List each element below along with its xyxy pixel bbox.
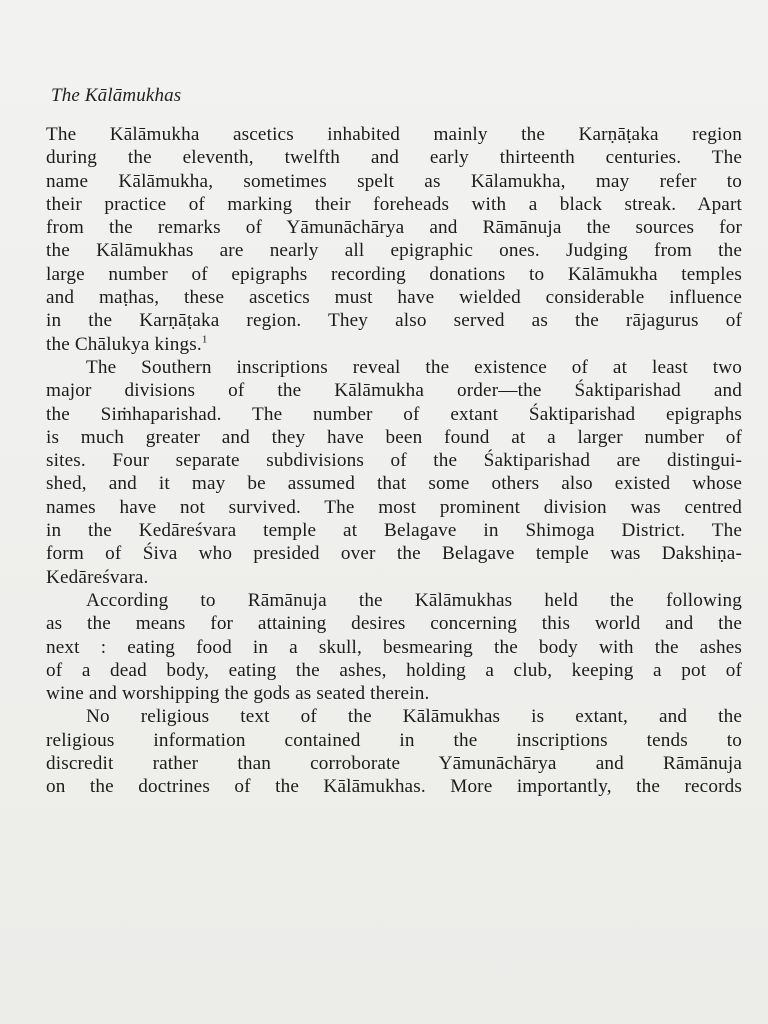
text-line: The Kālāmukha ascetics inhabited mainly the Karṇāṭaka region [46, 124, 742, 145]
text-line: religious information contained in the inscriptions tends to [46, 729, 742, 751]
text-line: wine and worshipping the gods as seated therein. [46, 683, 430, 705]
text-line-last [46, 333, 742, 356]
text-line: Kedāreśvara. [46, 566, 149, 588]
text-line: in the Kedāreśvara temple at Belagave in Shimoga District. The [46, 520, 742, 542]
text-line: during the eleventh, twelfth and early thirteenth centuries. The [46, 147, 742, 169]
text-line: names have not survived. The most prominent division was centred [46, 496, 742, 518]
text-line: According to Rāmānuja the Kālāmukhas held the following [86, 589, 742, 611]
page-text [46, 84, 742, 799]
text-line: as the means for attaining desires concerning this world and the [46, 613, 742, 635]
section-title: The Kālāmukhas [51, 85, 182, 106]
text-line: on the doctrines of the Kālāmukhas. More importantly, the records [46, 776, 742, 798]
text-line: of a dead body, eating the ashes, holding a club, keeping a pot of [46, 659, 742, 681]
text-line: The Southern inscriptions reveal the existence of at least two [86, 356, 742, 378]
paragraph-3 [46, 589, 742, 705]
text-line: next : eating food in a skull, besmearing the body with the ashes [46, 636, 742, 658]
text-line: discredit rather than corroborate Yāmunāchārya and Rāmānuja [46, 753, 742, 775]
text-line: large number of epigraphs recording donations to Kālāmukha temples [46, 263, 742, 285]
text-line: is much greater and they have been found at a larger number of [46, 426, 742, 448]
text-line: in the Karṇāṭaka region. They also served as the rājagurus of [46, 310, 742, 332]
text-line: the Kālāmukhas are nearly all epigraphic ones. Judging from the [46, 240, 742, 262]
text-line: No religious text of the Kālāmukhas is extant, and the [86, 706, 742, 728]
text-line: the Siṁhaparishad. The number of extant Śaktiparishad epigraphs [46, 403, 742, 425]
paragraph-2 [46, 356, 742, 589]
text-line: shed, and it may be assumed that some others also existed whose [46, 473, 742, 495]
text-line: name Kālāmukha, sometimes spelt as Kālamukha, may refer to [46, 170, 742, 192]
paragraph-4 [46, 705, 742, 798]
text-line: sites. Four separate subdivisions of the Śaktiparishad are distingui- [46, 450, 742, 472]
paragraph-1 [46, 123, 742, 356]
text-line: major divisions of the Kālāmukha order—the Śaktiparishad and [46, 380, 742, 402]
text-line: the Chālukya kings. [46, 333, 202, 355]
text-line: form of Śiva who presided over the Belagave temple was Dakshiṇa- [46, 543, 742, 565]
text-line: from the remarks of Yāmunāchārya and Rāmānuja the sources for [46, 217, 742, 239]
text-line: their practice of marking their foreheads with a black streak. Apart [46, 193, 742, 215]
text-line: and maṭhas, these ascetics must have wielded considerable influence [46, 287, 742, 309]
footnote-mark: 1 [201, 333, 208, 346]
